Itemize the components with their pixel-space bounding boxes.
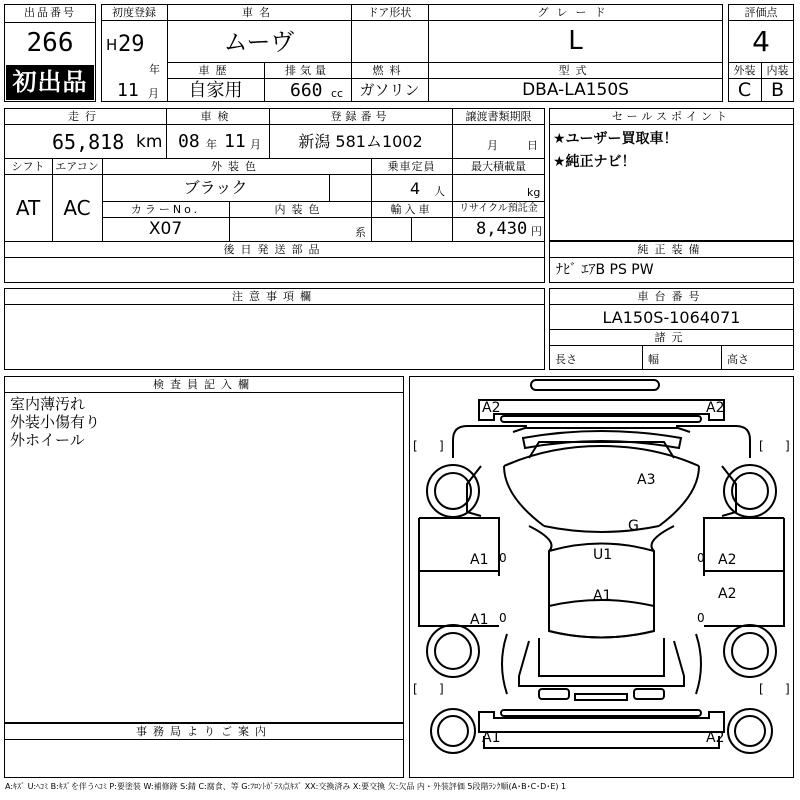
plate-value: 新潟 581ム1002 (298, 132, 423, 151)
inspection-year: 08 (178, 131, 200, 152)
damage-code-rear-right: A2 (706, 400, 725, 416)
chassis-label: 車台番号 (637, 290, 706, 303)
exterior-score-label: 外装 (733, 64, 756, 77)
color-no-value: X07 (148, 219, 183, 239)
displacement-unit: cc (331, 87, 344, 100)
damage-code-center: A1 (593, 588, 612, 604)
sales-point-label: セールスポイント (611, 110, 731, 123)
recycle-unit: 円 (531, 225, 542, 238)
import-label: 輸入車 (390, 203, 433, 216)
inspector-line-2: 外装小傷有り (10, 413, 101, 431)
damage-code-glass: G (628, 518, 639, 534)
equipment-label: 純正装備 (637, 243, 706, 256)
inspector-line-3: 外ホイール (10, 431, 85, 449)
interior-score-label: 内装 (766, 64, 789, 77)
svg-text:[: [ (413, 682, 418, 696)
inspector-line-1: 室内薄汚れ (10, 395, 86, 413)
lot-label: 出品番号 (24, 6, 76, 19)
first-reg-year-unit: 年 (149, 63, 160, 76)
fuel-value: ガソリン (359, 81, 420, 99)
first-reg-label: 初度登録 (112, 6, 156, 19)
svg-text:0: 0 (499, 551, 507, 565)
mileage-value: 65,818 (52, 130, 125, 154)
damage-code-front-right: A2 (706, 730, 725, 746)
dims-label: 諸元 (654, 331, 689, 344)
legend: A:ｷｽﾞ U:ﾍｺﾐ B:ｷｽﾞを伴うﾍｺﾐ P:要塗装 W:補修跡 S:錆 C:腐食、等 G:ﾌﾛﾝﾄｶﾞﾗｽ点ｷｽﾞ XX:交換済み X:要交換 欠:欠品 内・外装評価 5段階ﾗﾝｸ順(A･B･C･D･E) 1 (5, 782, 567, 791)
damage-code-center-dent: U1 (593, 547, 613, 563)
score-value: 4 (752, 25, 770, 58)
color-no-label: カラーNo. (130, 203, 201, 216)
damage-code-right-door-2: A2 (718, 586, 737, 602)
dims-height-label: 高さ (727, 353, 749, 366)
inspection-label: 車検 (200, 110, 235, 123)
load-label: 最大積載量 (471, 160, 526, 173)
svg-text:0: 0 (499, 611, 507, 625)
aircon-value: AC (63, 196, 91, 220)
shift-value: AT (15, 196, 41, 220)
shift-label: シフト (11, 160, 45, 173)
first-reg-year: 29 (118, 32, 145, 57)
svg-text:]: ] (785, 439, 790, 453)
damage-code-left-door-2: A1 (470, 612, 489, 628)
grade-label: グレード (537, 6, 614, 19)
car-diagram (409, 376, 794, 778)
equipment-value: ﾅﾋﾞ ｴｱB PS PW (556, 262, 654, 278)
history-label: 車歴 (198, 64, 233, 77)
damage-code-right-door-1: A2 (718, 552, 737, 568)
grade-value: L (568, 26, 583, 56)
damage-code-rear-left: A2 (482, 400, 501, 416)
mileage-label: 走行 (68, 110, 102, 123)
door-label: ドア形状 (367, 6, 412, 19)
delivery-label: 後日発送部品 (223, 243, 326, 256)
notes-label: 注意事項欄 (232, 290, 317, 303)
svg-text:]: ] (439, 439, 444, 453)
sales-point-line-1: ★ユーザー買取車！ (553, 131, 678, 147)
chassis-value: LA150S-1064071 (602, 308, 741, 327)
capacity-value: 4 (410, 179, 421, 198)
sales-point-line-2: ★純正ナビ！ (553, 154, 636, 170)
car-name-label: 車名 (242, 6, 276, 19)
history-value: 自家用 (188, 80, 243, 101)
inspection-month-unit: 月 (250, 138, 261, 151)
svg-text:[: [ (759, 682, 764, 696)
capacity-unit: 人 (434, 185, 445, 198)
displacement-value: 660 (290, 80, 323, 101)
model-value: DBA-LA150S (522, 80, 629, 100)
damage-code-roof: A3 (637, 472, 656, 488)
svg-text:[: [ (759, 439, 764, 453)
capacity-label: 乗車定員 (387, 160, 436, 173)
damage-code-front-left: A1 (482, 730, 501, 746)
inspector-label: 検査員記入欄 (153, 378, 255, 391)
int-color-label: 内装色 (274, 203, 326, 216)
exterior-score: C (737, 79, 752, 101)
interior-score: B (770, 79, 785, 101)
inspection-year-unit: 年 (206, 138, 217, 151)
svg-text:0: 0 (697, 551, 705, 565)
svg-text:0: 0 (697, 611, 705, 625)
score-label: 評価点 (744, 6, 778, 19)
first-listing-label: 初出品 (12, 68, 88, 96)
transfer-label: 譲渡書類期限 (465, 110, 532, 123)
ext-color-label: 外装色 (211, 160, 262, 173)
plate-label: 登録番号 (330, 110, 391, 123)
int-color-unit: 系 (355, 226, 366, 239)
recycle-label: リサイクル預託金 (459, 203, 538, 214)
mileage-unit: km (136, 132, 163, 152)
inspection-month: 11 (224, 131, 246, 152)
first-reg-month-unit: 月 (148, 87, 159, 100)
aircon-label: エアコン (55, 160, 99, 173)
fuel-label: 燃料 (372, 64, 407, 77)
first-reg-era: H (106, 36, 118, 54)
lot-number: 266 (26, 28, 74, 58)
office-label: 事務局よりご案内 (136, 725, 272, 738)
model-label: 型式 (558, 64, 593, 77)
svg-text:[: [ (413, 439, 418, 453)
transfer-month-unit: 月 (487, 139, 498, 152)
sales-point-box (549, 108, 794, 241)
dims-width-label: 幅 (648, 353, 659, 366)
damage-code-left-door-1: A1 (470, 552, 489, 568)
transfer-day-unit: 日 (527, 139, 538, 152)
load-unit: kg (527, 186, 541, 199)
first-reg-month: 11 (117, 80, 139, 101)
displacement-label: 排気量 (285, 64, 330, 77)
svg-text:]: ] (785, 682, 790, 696)
ext-color-value: ブラック (183, 178, 248, 197)
recycle-value: 8,430 (476, 219, 528, 239)
svg-text:]: ] (439, 682, 444, 696)
dims-length-label: 長さ (555, 353, 577, 366)
car-name-value: ムーヴ (223, 28, 295, 56)
